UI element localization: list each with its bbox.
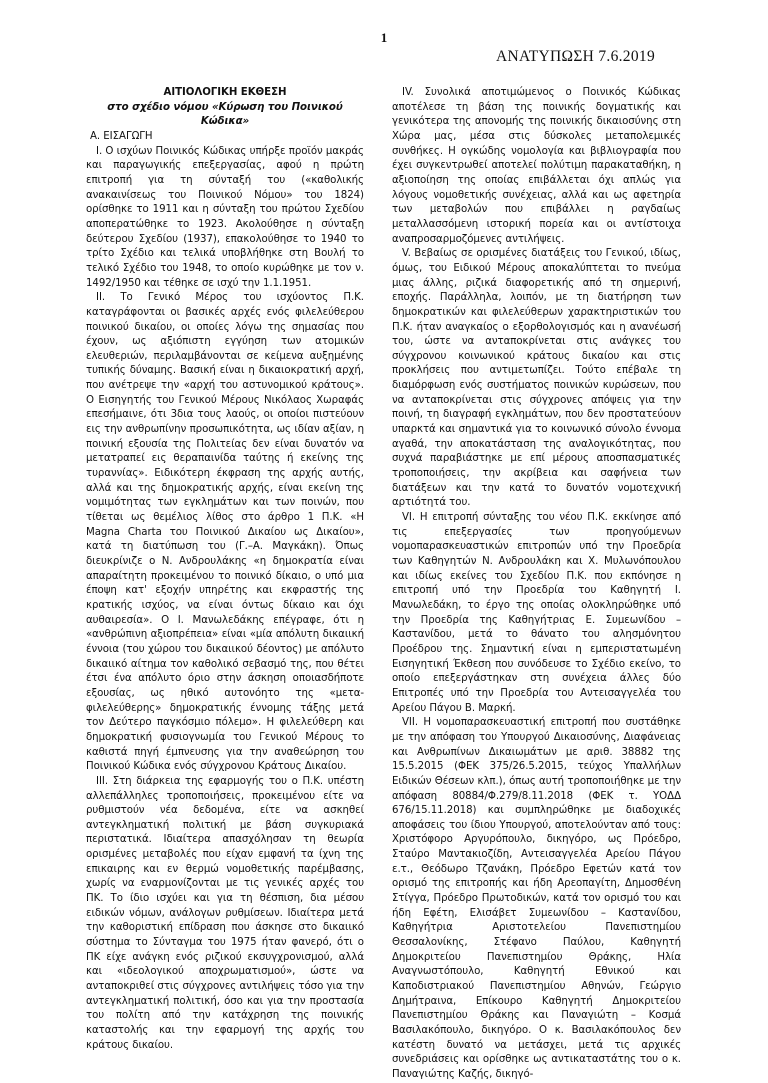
paragraph-vii: VII. Η νομοπαρασκευαστική επιτροπή που συστάθηκε με την απόφαση του Υπουργού Δικαιοσύνης, Διαφάνειας και Ανθρωπίνων Δικαιωμάτων με αριθ. 38882 της 15.5.2015 (ΦΕΚ 375/26.5.2015, τεύχος Υπαλλήλων Ειδικών Θέσεων κλπ.), όπως αυτή τροποποιήθηκε με την απόφαση 80884/Φ.279/8.11.2018 (ΦΕΚ τ. ΥΟΔΔ 676/15.11.2018) και συμπληρώθηκε με διαδοχικές αποφάσεις του ίδιου Υπουργού, αποτελούνταν από τους: Χριστόφορο Αργυρόπουλο, δικηγόρο, ως Πρόεδρο, Σταύρο Μαντακιοζίδη, Αντεισαγγελέα Αρείου Πάγου ε.τ., Θεόδωρο Τζανάκη, Πρόεδρο Εφετών κατά τον ορισμό της επιτροπής και ήδη Αρεοπαγίτη, Δημοσθένη Στίγγα, Πρόεδρο Πρωτοδικών, κατά τον ορισμό του και ήδη Εφέτη, Ελισάβετ Συμεωνίδου – Καστανίδου, Καθηγήτρια Αριστοτελείου Πανεπιστημίου Θεσσαλονίκης, Στέφανο Παύλου, Καθηγητή Δημοκριτείου Πανεπιστημίου Θράκης, Ηλία Αναγνωστόπουλο, Καθηγητή Εθνικού και Καποδιστριακού Πανεπιστημίου Αθηνών, Γεώργιο Δημήτραινα, Επίκουρο Καθηγητή Δημοκριτείου Πανεπιστημίου Θράκης και Παναγιώτη – Κοσμά Βασιλακόπουλο, δικηγόρο. Ο κ. Βασιλακόπουλος δεν κατέστη δυνατό να μετάσχει, μετά τις αρχικές συνεδριάσεις και ορίσθηκε ως αντικαταστάτης του ο κ. Παναγιώτης Καζής, δικηγό-	[392, 717, 681, 1080]
section-heading: Α. ΕΙΣΑΓΩΓΗ	[90, 130, 153, 142]
paragraph-v: V. Βεβαίως σε ορισμένες διατάξεις του Γενικού, ιδίως, όμως, του Ειδικού Μέρους αποκαλύπτεται το πνεύμα μιας άλλης, ριζικά διαφορετικής από τη σημερινή, εποχής. Παράλληλα, λοιπόν, με τη διατήρηση των δημοκρατικών και φιλελεύθερων χαρακτηριστικών του Π.Κ. ήταν αναγκαίος ο εξορθολογισμός και η ανανέωσή του, ώστε να ανταποκρίνεται στις ανάγκες του σύγχρονου κοινωνικού κράτους δικαίου και στις προκλήσεις που αντιμετωπίζει. Τούτο επέβαλε τη διαμόρφωση ενός συστήματος ποινικών κυρώσεων, που να ανταποκρίνεται στις σύγχρονες απόψεις για την ποινή, τη διαγραφή εγκλημάτων, που δεν προστατεύουν υπαρκτά και σημαντικά για το κοινωνικό σύνολο έννομα αγαθά, την αποκατάσταση της αναλογικότητας, που συχνά παραβιάστηκε με επί μέρους αποσπασματικές τροποποιήσεις, την ακρίβεια και σαφήνεια των διατάξεων και την κατά το δυνατόν νομοτεχνική αρτιότητά του.	[392, 248, 681, 509]
page-number: 1	[380, 30, 388, 45]
reprint-label: ΑΝΑΤΥΠΩΣΗ 7.6.2019	[496, 48, 655, 65]
right-column	[392, 86, 681, 1083]
left-column	[86, 86, 364, 1053]
paragraph-iii: ΙΙΙ. Στη διάρκεια της εφαρμογής του ο Π.Κ. υπέστη αλλεπάλληλες τροποποιήσεις, προκειμένου είτε να ρυθμιστούν νέα δεδομένα, είτε να ασκηθεί αντεγκληματική πολιτική με βάση συγκυριακά περιστατικά. Ιδιαίτερα απασχόλησαν τη θεωρία ορισμένες μεταβολές που είχαν εμφανή τα ίχνη της επικαιρης και εν θερμώ νομοθετικής παρέμβασης, χωρίς να εναρμονίζονται με τις γενικές αρχές του ΠΚ. Το ίδιο ισχύει και για τη θέσπιση, δια μέσου ειδικών νόμων, ανάλογων ρυθμίσεων. Ιδιαίτερα μετά την καθοριστική επίδραση που άσκησε στο δικαιικό σύστημα το Σύνταγμα του 1975 ήταν φανερό, ότι ο ΠΚ είχε ανάγκη ενός ριζικού εκσυγχρονισμού, αλλά και «ιδεολογικού αποχρωματισμού», ώστε να ανταποκριθεί στις σύγχρονες αντιλήψεις τόσο για την αντεγκληματική πολιτική, όσο και για την προστασία του πολίτη από την κατάχρηση της ποινικής καταστολής και την εφαρμογή της αρχής του κράτους δικαίου.	[86, 775, 364, 1051]
paragraph-ii: ΙΙ. Το Γενικό Μέρος του ισχύοντος Π.Κ. καταγράφονται οι βασικές αρχές ενός φιλελεύθερου ποινικού δικαίου, οι οποίες λόγω της σημασίας που έχουν, ως αξιόπιστη εγγύηση των ατομικών ελευθεριών, περιλαμβάνονται σε κείμενα αυξημένης τυπικής δύναμης. Βασική είναι η δικαιοκρατική αρχή, που ανέτρεψε την «αρχή του αστυνομικού κράτους». Ο Εισηγητής του Γενικού Μέρους Νικόλαος Χωραφάς επεσήμαινε, ότι 3δια τους λαούς, οι οποίοι πιστεύουν εις την ανθρωπίνην προσωπικότητα, ως ιδίαν αξίαν, η ποινική εξουσία της Πολιτείας δεν είναι δυνατόν να μετατραπεί εις θεραπαινίδα ταύτης ή εκείνης της τυραννίας». Ειδικότερη έκφραση της αρχής αυτής, αλλά και της δημοκρατικής αρχής, είναι εκείνη της νομιμότητας των εγκλημάτων και των ποινών, που τίθεται ως θεμέλιος λίθος στο άρθρο 1 Π.Κ. «Η Magna Charta του Ποινικού Δικαίου ως Δικαίου», κατά τη διατύπωση του (Γ.–Α. Μαγκάκη). Όπως διευκρίνιζε ο Ν. Ανδρουλάκης «η δημοκρατία είναι απαραίτητη προκειμένου το ποινικό δίκαιο, ο υπό μια έποψη κατ' εξοχήν υπηρέτης και εκφραστής της κρατικής ισχύος, να είναι όντως δίκαιο και όχι αυθαιρεσία». Ο Ι. Μανωλεδάκης επέγραφε, ότι η «ανθρώπινη αξιοπρέπεια» είναι «μία απόλυτη δικαιική έννοια (του χώρου του δικαιικού δέοντος) με απόλυτο δικαιικό αίτημα τον καθολικό σεβασμό της, που θέτει έτσι ένα απόλυτο όριο στην άσκηση οποιασδήποτε εξουσίας, ως ηθικό αυτονόητο της «μετα-φιλελεύθερης» δημοκρατικής έννομης τάξης μετά τον Δεύτερο παγκόσμιο πόλεμο». Η φιλελεύθερη και δημοκρατική φυσιογνωμία του Γενικού Μέρους το καθιστά πηγή έμπνευσης για την αναθεώρηση του Ποινικού Κώδικα ενός σύγχρονου Κράτους Δικαίου.	[86, 292, 364, 773]
paragraph-vi: VI. Η επιτροπή σύνταξης του νέου Π.Κ. εκκίνησε από τις επεξεργασίες των προηγούμενων νομοπαρασκευαστικών επιτροπών υπό την Προεδρία των Καθηγητών Ν. Ανδρουλάκη και Χ. Μυλωνόπουλου και ιδίως εκείνες του Σχεδίου Π.Κ. που εκπόνησε η επιτροπή υπό την Προεδρία του Καθηγητή Ι. Μανωλεδάκη, το έργο της οποίας ολοκληρώθηκε υπό την Προεδρία της Καθηγήτριας Ε. Συμεωνίδου – Καστανίδου, μετά το θάνατο του αλησμόνητου Προέδρου της. Σημαντική είναι η εμπεριστατωμένη Εισηγητική Έκθεση που συνόδευσε το Σχέδιο εκείνο, το οποίο επεξεργάστηκαν στη συνέχεια άλλες δύο Επιτροπές υπό την Προεδρία του Αντεισαγγελέα του Αρείου Πάγου Β. Μαρκή.	[392, 512, 681, 714]
paragraph-i: Ι. Ο ισχύων Ποινικός Κώδικας υπήρξε προϊόν μακράς και παραγωγικής επεξεργασίας, αφού η πρώτη επιτροπή για τη σύνταξή του («καθολικής ανακαινίσεως του Ποινικού Νόμου» του 1824) ορίσθηκε το 1911 και η σύνταξη του πρώτου Σχεδίου αποπερατώθηκε το 1923. Ακολούθησε η σύνταξη δεύτερου Σχεδίου (1937), επακολούθησε το 1940 το τρίτο Σχέδιο και τελικά υποβλήθηκε στη Βουλή το τελικό Σχέδιο του 1948, το οποίο κυρώθηκε με τον ν. 1492/1950 και τέθηκε σε ισχύ την 1.1.1951.	[86, 145, 364, 289]
document-title: ΑΙΤΙΟΛΟΓΙΚΗ ΕΚΘΕΣΗ	[163, 87, 287, 98]
document-subtitle: στο σχέδιο νόμου «Κύρωση του Ποινικού Κώδικα»	[107, 101, 343, 128]
paragraph-iv: ΙV. Συνολικά αποτιμώμενος ο Ποινικός Κώδικας αποτέλεσε τη βάση της ποινικής δογματικής και γενικότερα της απονομής της ποινικής δικαιοσύνης στη Χώρα μας, μέσα στις δύσκολες μεταπολεμικές συνθήκες. Η ογκώδης νομολογία και βιβλιογραφία που έχει συγκεντρωθεί αποτελεί πολύτιμη παρακαταθήκη, η αξιοποίηση της οποίας επιβάλλεται όχι απλώς για λόγους νομοθετικής συνέχειας, αλλά και ως αφετηρία των μεταβολών που επιβάλλει η ραγδαίως μεταλλασσόμενη ιστορική πορεία και οι αντίστοιχα αναπροσαρμοζόμενες αντιλήψεις.	[392, 87, 681, 245]
